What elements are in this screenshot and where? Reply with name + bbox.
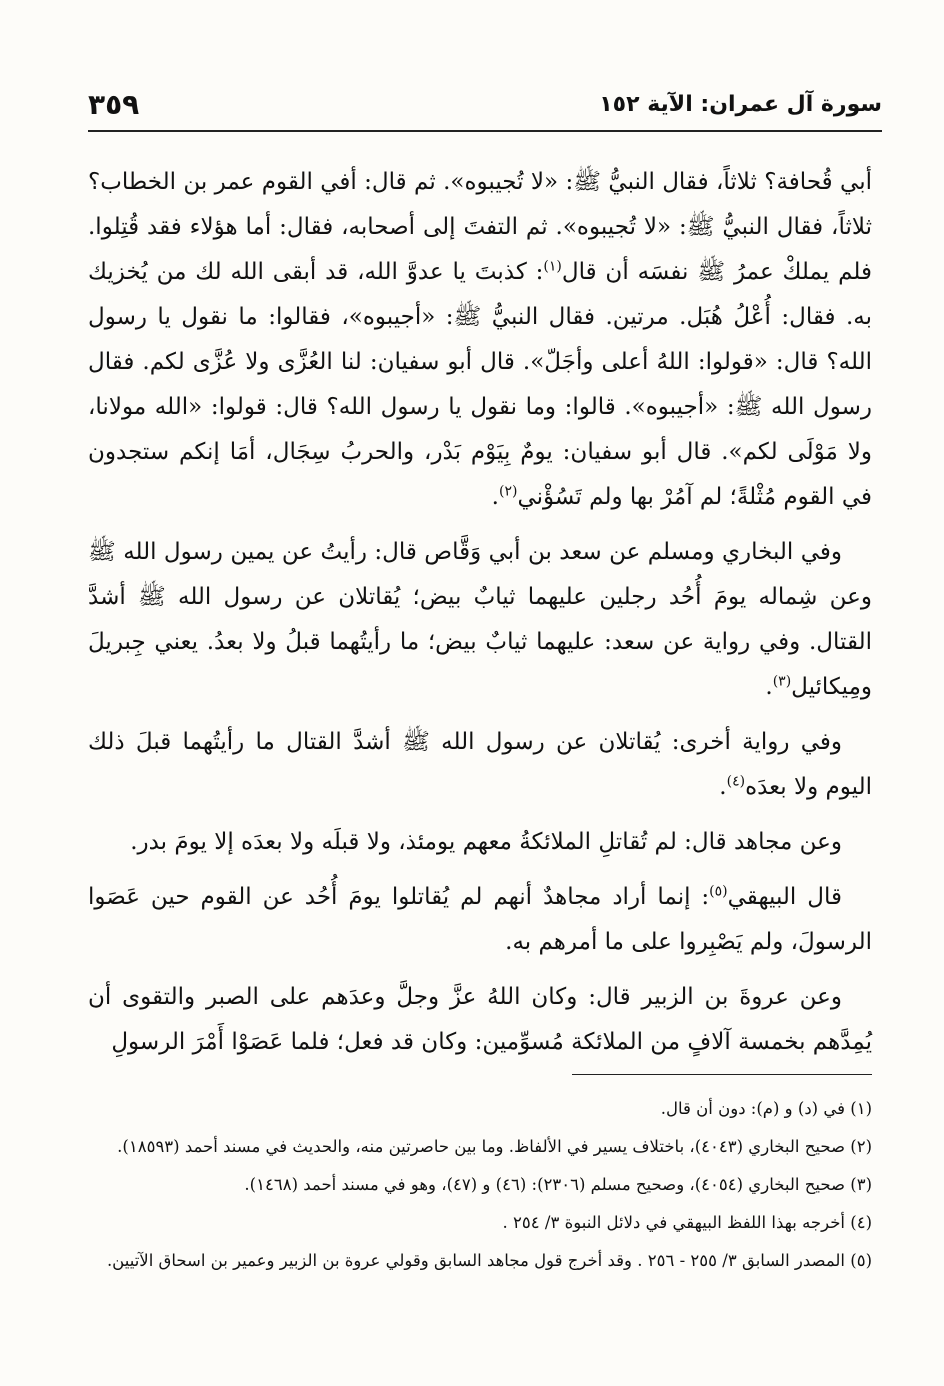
footnotes: [88, 1094, 872, 1284]
footnote-1: (١) في (د) و (م): دون أن قال.: [660, 1099, 872, 1118]
header-divider: [88, 130, 882, 132]
footnote-3: (٣) صحيح البخاري (٤٠٥٤)، وصحيح مسلم (٢٣٠٦): (٤٦) و (٤٧)، وهو في مسند أحمد (١٤٦٨).: [244, 1175, 872, 1194]
paragraph-5: قال البيهقي$^{(٥)}$: إنما أراد مجاهدٌ أنهم لم يُقاتلوا يومَ أُحُد عن القوم حين عَصَوا الرسولَ، ولم يَصْبِروا على ما أمرهم به.: [88, 883, 872, 955]
footnote-2: (٢) صحيح البخاري (٤٠٤٣)، باختلاف يسير في الألفاظ. وما بين حاصرتين منه، والحديث في مسند أحمد (١٨٥٩٣).: [117, 1137, 872, 1156]
paragraph-1: أبي قُحافة؟ ثلاثاً، فقال النبيُّ ﷺ: «لا تُجيبوه». ثم قال: أفي القوم عمر بن الخطاب؟ ثلاثاً، فقال النبيُّ ﷺ: «لا تُجيبوه». ثم التفتَ إلى أصحابه، فقال: أما هؤلاء فقد قُتِلوا. فلم يملكْ عمرُ ﷺ نفسَه أن قال$^{(١)}$: كذبتَ يا عدوَّ الله، قد أبقى الله لك من يُخزيك به. فقال: أُعْلُ هُبَل. مرتين. فقال النبيُّ ﷺ: «أجيبوه»، فقالوا: ما نقول يا رسول الله؟ قال: «قولوا: اللهُ أعلى وأجَلّ». قال أبو سفيان: لنا العُزَّى ولا عُزَّى لكم. فقال رسول الله ﷺ: «أجيبوه». قالوا: وما نقول يا رسول الله؟ قال: قولوا: «الله مولانا، ولا مَوْلَى لكم». قال أبو سفيان: يومٌ بِيَوْم بَدْر، والحربُ سِجَال، أمَا إنكم ستجدون في القوم مُثْلةً؛ لم آمُرْ بها ولم تَسُؤْني$^{(٢)}$.: [88, 169, 872, 510]
footnote-ref-4: (٤): [726, 773, 746, 790]
footnote-4: (٤) أخرجه بهذا اللفظ البيهقي في دلائل النبوة ٣/ ٢٥٤ .: [502, 1213, 872, 1232]
paragraph-3: وفي رواية أخرى: يُقاتلان عن رسول الله ﷺ أشدَّ القتال ما رأيتُهما قبلَ ذلك اليوم ولا بعدَه$^{(٤)}$.: [88, 729, 872, 800]
footnote-5: (٥) المصدر السابق ٣/ ٢٥٥ - ٢٥٦ . وقد أخرج قول مجاهد السابق وقولي عروة بن الزبير وعمير بن اسحاق الآتيين.: [106, 1251, 872, 1270]
paragraph-6: وعن عروةَ بن الزبير قال: وكان اللهُ عزَّ وجلَّ وعدَهم على الصبر والتقوى أن يُمِدَّهم بخمسة آلافٍ من الملائكة مُسوِّمين: وكان قد فعل؛ فلما عَصَوْا أَمْرَ الرسولِ: [88, 984, 872, 1055]
footnote-ref-1: (١): [543, 258, 562, 275]
main-text: [88, 160, 872, 1075]
page-header: [88, 84, 882, 128]
paragraph-2: وفي البخاري ومسلم عن سعد بن أبي وَقَّاص قال: رأيتُ عن يمين رسول الله ﷺ وعن شِماله يومَ أُحُد رجلين عليهما ثيابٌ بيض؛ يُقاتلان عن رسول الله ﷺ أشدَّ القتال. وفي رواية عن سعد: عليهما ثيابٌ بيض؛ ما رأيتُهما قبلُ ولا بعدُ. يعني جِبريلَ ومِيكائيل$^{(٣)}$.: [88, 539, 872, 700]
paragraph-4: وعن مجاهد قال: لم تُقاتلِ الملائكةُ معهم يومئذ، ولا قبلَه ولا بعدَه إلا يومَ بدر.: [130, 829, 842, 855]
footnote-ref-5: (٥): [709, 883, 728, 900]
footnote-ref-2: (٢): [498, 483, 518, 500]
footnote-divider: [572, 1074, 872, 1075]
page-number: ٣٥٩: [88, 88, 140, 121]
running-title: سورة آل عمران: الآية ١٥٢: [599, 92, 882, 117]
footnote-ref-3: (٣): [772, 673, 792, 690]
